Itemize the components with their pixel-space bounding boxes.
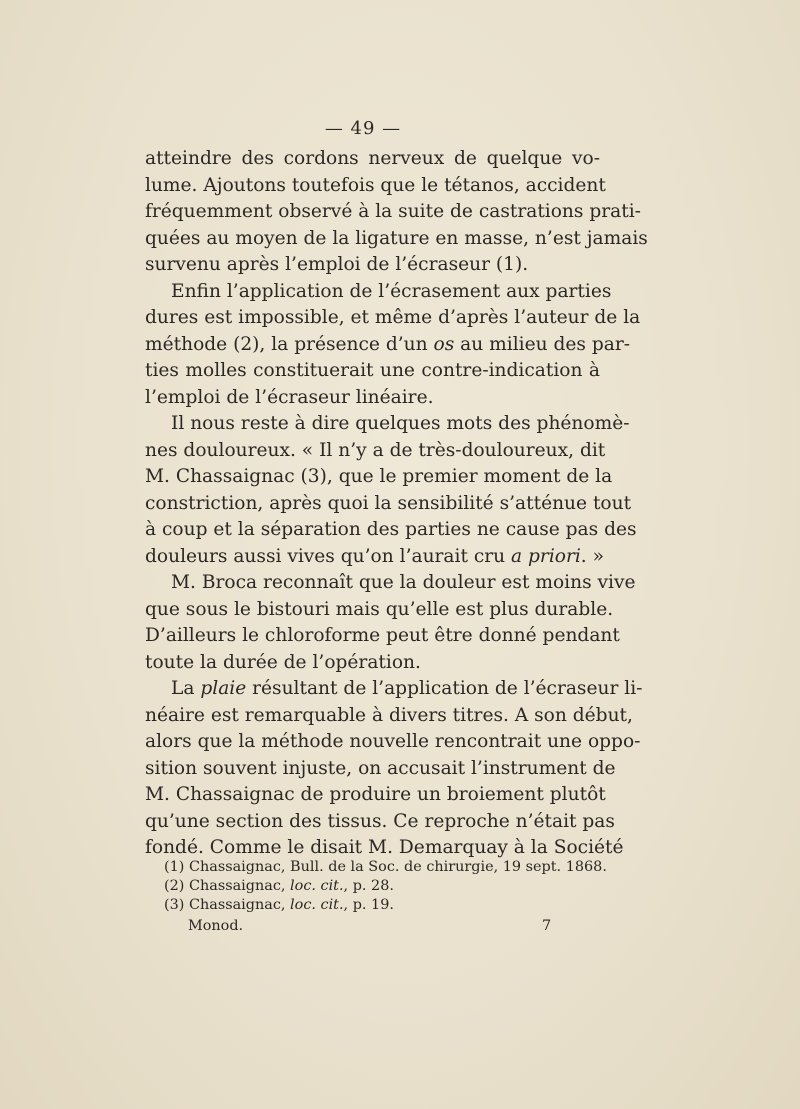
- text-line: M. Chassaignac (3), que le premier moment de la: [145, 466, 613, 487]
- text-line: sition souvent injuste, on accusait l’instrument de: [145, 757, 616, 779]
- text-line: atteindre des cordons nerveux de quelque vo-: [145, 148, 600, 169]
- text-line: quées au moyen de la ligature en masse, n’est jamais: [145, 227, 648, 249]
- text-line: dures est impossible, et même d’après l’auteur de la: [145, 307, 641, 328]
- footnote: (2) Chassaignac, loc. cit., p. 28.: [164, 878, 394, 894]
- signature-sheet-number: 7: [542, 918, 552, 934]
- text-line: Enfin l’application de l’écrasement aux parties: [171, 280, 612, 302]
- text-line: l’emploi de l’écraseur linéaire.: [145, 386, 434, 408]
- text-line: M. Chassaignac de produire un broiement plutôt: [145, 784, 606, 805]
- text-line: alors que la méthode nouvelle rencontrait une oppo-: [145, 731, 641, 752]
- text-line: lume. Ajoutons toutefois que le tétanos, accident: [145, 174, 606, 196]
- text-line: fondé. Comme le disait M. Demarquay à la Société: [145, 837, 624, 858]
- page-number: — 49 —: [324, 118, 402, 139]
- signature-author: Monod.: [188, 918, 244, 934]
- text-line: toute la durée de l’opération.: [145, 651, 421, 673]
- text-line: que sous le bistouri mais qu’elle est plus durable.: [145, 598, 614, 620]
- text-line: survenu après l’emploi de l’écraseur (1).: [145, 254, 529, 275]
- text-line: fréquemment observé à la suite de castrations prati-: [145, 201, 641, 222]
- text-line: La plaie résultant de l’application de l’écraseur li-: [171, 678, 643, 699]
- body-text: [145, 146, 648, 862]
- text-line: D’ailleurs le chloroforme peut être donné pendant: [145, 625, 620, 646]
- footnote: (1) Chassaignac, Bull. de la Soc. de chirurgie, 19 sept. 1868.: [164, 859, 607, 875]
- text-line: douleurs aussi vives qu’on l’aurait cru a priori. »: [145, 545, 604, 567]
- text-line: néaire est remarquable à divers titres. A son début,: [145, 704, 633, 726]
- text-line: nes douloureux. « Il n’y a de très-douloureux, dit: [145, 439, 606, 461]
- footnote: (3) Chassaignac, loc. cit., p. 19.: [164, 897, 394, 913]
- text-line: méthode (2), la présence d’un os au milieu des par-: [145, 333, 631, 355]
- footnotes: [164, 858, 607, 915]
- text-line: constriction, après quoi la sensibilité s’atténue tout: [145, 492, 632, 514]
- text-line: M. Broca reconnaît que la douleur est moins vive: [171, 572, 636, 593]
- text-line: Il nous reste à dire quelques mots des phénomè-: [171, 413, 630, 434]
- text-line: qu’une section des tissus. Ce reproche n’était pas: [145, 810, 615, 832]
- text-line: à coup et la séparation des parties ne cause pas des: [145, 519, 637, 540]
- text-line: ties molles constituerait une contre-indication à: [145, 360, 600, 381]
